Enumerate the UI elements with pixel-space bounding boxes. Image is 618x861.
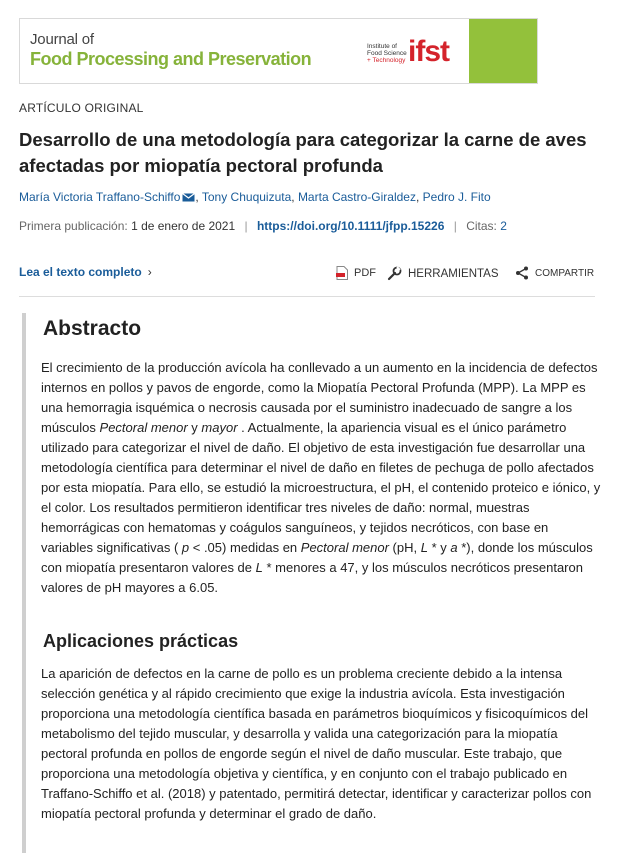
read-full-text-link[interactable]: [19, 265, 152, 279]
practical-applications-paragraph: La aparición de defectos en la carne de pollo es un problema creciente debido a la intensa selección genética y al rápido crecimiento que exige la industria avícola. Esta investigación proporciona una metodología científica basada en parámetros bioquímicos y fisicoquímicos del metabolismo del tejido muscular, y desarrolla y valida una categorización para la miopatía pectoral profunda en pollos de engorde según el nivel de daño muscular. Este trabajo, que proporciona una metodología objetiva y científica, y en conjunto con el trabajo publicado en Traffano-Schiffo et al. (2018) y patentado, permitirá detectar, identificar y caracterizar pollos con miopatía pectoral profunda y determinar el grado de daño.: [41, 666, 592, 821]
pdf-button[interactable]: [336, 266, 376, 280]
abstract-section: [22, 313, 601, 853]
abstract-italic: L: [420, 540, 428, 555]
abstract-italic: a: [450, 540, 458, 555]
author-separator: ,: [415, 190, 423, 204]
abstract-paragraph: [41, 358, 601, 598]
article-actions: [19, 264, 595, 284]
share-icon: [515, 266, 529, 280]
citations-count-link[interactable]: 2: [500, 219, 507, 233]
pdf-label: PDF: [354, 267, 376, 279]
abstract-text-part: y: [187, 420, 202, 435]
info-divider: |: [453, 219, 457, 233]
practical-applications-heading: Aplicaciones prácticas: [43, 631, 239, 651]
pdf-icon: [336, 266, 348, 280]
pub-date: 1 de enero de 2021: [131, 219, 236, 233]
publication-info: [19, 219, 507, 233]
abstract-text-part: (pH,: [388, 540, 421, 555]
author-link-3[interactable]: Marta Castro-Giraldez: [297, 190, 416, 204]
ifst-tagline-2: Food Science: [367, 50, 407, 57]
pub-date-label: Primera publicación:: [19, 219, 128, 233]
ifst-tagline: [367, 43, 409, 64]
wrench-icon: [387, 266, 402, 281]
chevron-right-icon: ›: [147, 265, 152, 279]
read-full-text-label: Lea el texto completo: [19, 265, 142, 279]
article-title: Desarrollo de una metodología para categorizar la carne de aves afectadas por miopatía pectoral profunda: [19, 129, 587, 176]
author-list: [19, 190, 491, 204]
journal-name-line1: Journal of: [30, 31, 94, 48]
banner-green-block: [469, 19, 537, 83]
author-separator: ,: [291, 190, 298, 204]
abstract-italic: p: [181, 540, 190, 555]
info-divider: |: [244, 219, 248, 233]
abstract-text-part: El crecimiento de la producción avícola ha conllevado a un aumento en la incidencia de defectos internos en pollos y pavos de engorde, como la Miopatía Pectoral Profunda (MPP). La MPP es una hemorragia isquémica o necrosis causada por el suministro inadecuado de sangre a los músculos: [41, 360, 598, 435]
citations-label: Citas:: [466, 219, 497, 233]
journal-name-line2: Food Processing and Preservation: [30, 49, 312, 69]
section-divider: [19, 296, 595, 297]
tools-label: HERRAMIENTAS: [408, 267, 499, 280]
abstract-text-part: * menores a 47, y los músculos necróticos presentaron valores de pH mayores a 6.05.: [41, 560, 583, 595]
ifst-tagline-3: + Technology: [367, 57, 406, 64]
abstract-italic: mayor: [201, 420, 238, 435]
journal-banner[interactable]: [19, 18, 538, 84]
abstract-text-part: *), donde los músculos con miopatía presentaron valores de: [41, 540, 593, 575]
share-label: COMPARTIR: [535, 267, 595, 279]
doi-link[interactable]: https://doi.org/10.1111/jfpp.15226: [256, 219, 445, 233]
ifst-tagline-1: Institute of: [367, 43, 397, 50]
author-link-2[interactable]: Tony Chuquizuta: [201, 190, 292, 204]
abstract-italic: Pectoral menor: [300, 540, 389, 555]
author-link-4[interactable]: Pedro J. Fito: [422, 190, 491, 204]
abstract-italic: Pectoral menor: [99, 420, 188, 435]
ifst-logo: ifst: [408, 35, 449, 68]
email-icon[interactable]: [182, 193, 195, 202]
author-link-1[interactable]: María Victoria Traffano-Schiffo: [19, 190, 181, 204]
abstract-text-part: < .05) medidas en: [189, 540, 301, 555]
article-type: ARTÍCULO ORIGINAL: [19, 101, 144, 115]
tools-button[interactable]: [387, 266, 499, 281]
author-separator: ,: [195, 190, 202, 204]
abstract-text-part: * y: [427, 540, 451, 555]
share-button[interactable]: [515, 266, 594, 280]
abstract-text-part: . Actualmente, la apariencia visual es el único parámetro utilizado para categorizar el nivel de daño. El objetivo de esta investigación fue desarrollar una metodología científica para determinar el nivel de daño en filetes de pechuga de pollo afectados por esta miopatía. Para ello, se estudió la microestructura, el pH, el contenido proteico e iónico, y el color. Los resultados permitieron identificar tres niveles de daño: normal, muestras hemorrágicas con hematomas y coágulos sanguíneos, y tejidos necróticos, con base en variables significativas (: [41, 420, 601, 555]
abstract-italic: L: [255, 560, 263, 575]
abstract-heading: Abstracto: [43, 317, 142, 340]
